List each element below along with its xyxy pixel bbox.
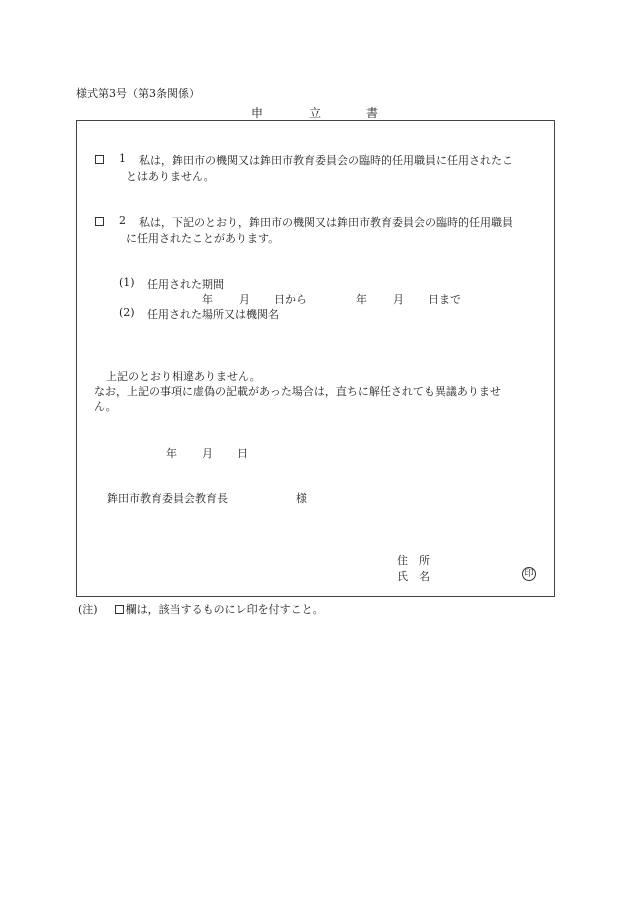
sub1-label: 任用された期間 [147, 278, 224, 291]
item2-number: 2 [119, 214, 126, 227]
item2-text-line2: に任用されたことがあります。 [126, 232, 280, 245]
item1-text-line1: 私は，鉾田市の機関又は鉾田市教育委員会の臨時的任用職員に任用されたこ [139, 154, 513, 167]
note-prefix: (注) [78, 603, 98, 616]
period-to-year: 年 [356, 293, 367, 306]
item1-number: 1 [119, 152, 126, 165]
form-frame [76, 120, 555, 597]
addressee-name: 鉾田市教育委員会教育長 [107, 492, 228, 505]
declaration-line2: なお，上記の事項に虚偽の記載があった場合は，直ちに解任されても異議ありませ [94, 385, 501, 398]
note-text: 欄は，該当するものにレ印を付すこと。 [125, 603, 324, 616]
seal-mark-icon: 印 [522, 567, 536, 581]
note-checkbox-icon [115, 605, 124, 614]
name-label: 氏 名 [397, 570, 430, 583]
address-label: 住 所 [397, 554, 430, 567]
sub2-label: 任用された場所又は機関名 [147, 308, 279, 321]
note-line [78, 601, 324, 617]
addressee-honorific: 様 [296, 492, 307, 505]
sub2-number: (2) [119, 306, 135, 319]
period-from-month: 月 [239, 293, 250, 306]
item2-checkbox[interactable] [95, 217, 104, 226]
declaration-line1: 上記のとおり相違ありません。 [106, 370, 261, 383]
period-to-day: 日まで [428, 293, 461, 306]
period-from-year: 年 [202, 293, 213, 306]
date-month: 月 [202, 447, 213, 460]
period-to-month: 月 [393, 293, 404, 306]
period-from-day: 日から [274, 293, 307, 306]
title-char-3: 書 [366, 106, 379, 120]
item2-text-line1: 私は，下記のとおり，鉾田市の機関又は鉾田市教育委員会の臨時的任用職員 [139, 216, 513, 229]
form-number-label: 様式第3号（第3条関係） [76, 87, 200, 100]
item1-text-line2: とはありません。 [126, 170, 215, 183]
item1-checkbox[interactable] [95, 155, 104, 164]
declaration-line3: ん。 [94, 400, 117, 413]
date-year: 年 [166, 447, 177, 460]
sub1-number: (1) [119, 276, 135, 289]
title-char-1: 申 [251, 106, 264, 120]
date-day: 日 [237, 447, 248, 460]
title-char-2: 立 [309, 106, 322, 120]
